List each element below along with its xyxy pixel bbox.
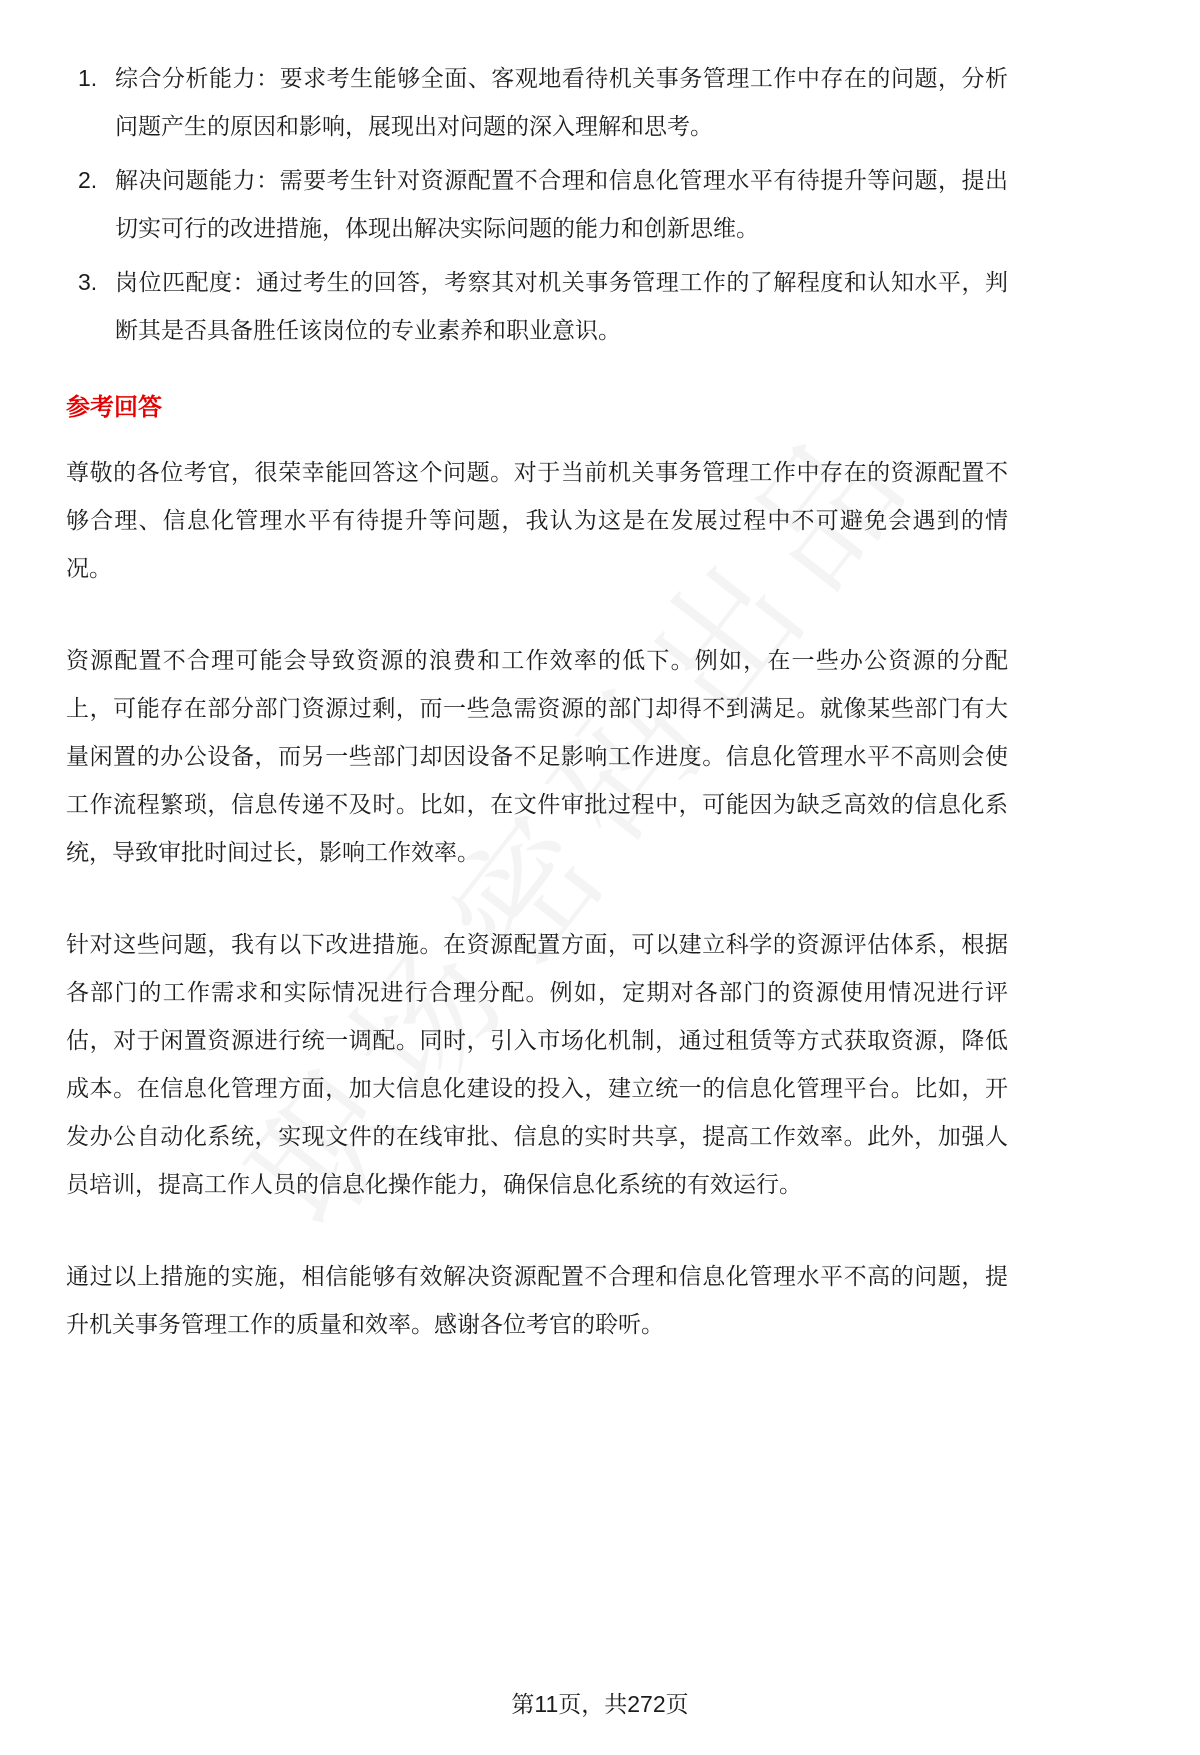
- list-item: [66, 258, 1008, 354]
- answer-paragraph: 资源配置不合理可能会导致资源的浪费和工作效率的低下。例如，在一些办公资源的分配上，可能存在部分部门资源过剩，而一些急需资源的部门却得不到满足。就像某些部门有大量闲置的办公设备，而另一些部门却因设备不足影响工作进度。信息化管理水平不高则会使工作流程繁琐，信息传递不及时。比如，在文件审批过程中，可能因为缺乏高效的信息化系统，导致审批时间过长，影响工作效率。: [66, 647, 1008, 865]
- list-item-text: 解决问题能力：需要考生针对资源配置不合理和信息化管理水平有待提升等问题，提出切实可行的改进措施，体现出解决实际问题的能力和创新思维。: [115, 167, 1008, 241]
- scoring-criteria-list: [66, 54, 1008, 354]
- list-item-number: 2.: [78, 167, 98, 193]
- list-item-text: 岗位匹配度：通过考生的回答，考察其对机关事务管理工作的了解程度和认知水平，判断其是否具备胜任该岗位的专业素养和职业意识。: [115, 269, 1008, 343]
- answer-paragraph: 尊敬的各位考官，很荣幸能回答这个问题。对于当前机关事务管理工作中存在的资源配置不够合理、信息化管理水平有待提升等问题，我认为这是在发展过程中不可避免会遇到的情况。: [66, 459, 1008, 581]
- list-item-number: 1.: [78, 65, 98, 91]
- answer-paragraph: 通过以上措施的实施，相信能够有效解决资源配置不合理和信息化管理水平不高的问题，提升机关事务管理工作的质量和效率。感谢各位考官的聆听。: [66, 1263, 1008, 1337]
- reference-answer-heading: 参考回答: [66, 394, 162, 421]
- list-item-number: 3.: [78, 269, 98, 295]
- list-item: [66, 54, 1008, 150]
- list-item: [66, 156, 1008, 252]
- list-item-text: 综合分析能力：要求考生能够全面、客观地看待机关事务管理工作中存在的问题，分析问题产生的原因和影响，展现出对问题的深入理解和思考。: [115, 65, 1008, 139]
- answer-paragraph: 针对这些问题，我有以下改进措施。在资源配置方面，可以建立科学的资源评估体系，根据各部门的工作需求和实际情况进行合理分配。例如，定期对各部门的资源使用情况进行评估，对于闲置资源进行统一调配。同时，引入市场化机制，通过租赁等方式获取资源，降低成本。在信息化管理方面，加大信息化建设的投入，建立统一的信息化管理平台。比如，开发办公自动化系统，实现文件的在线审批、信息的实时共享，提高工作效率。此外，加强人员培训，提高工作人员的信息化操作能力，确保信息化系统的有效运行。: [66, 931, 1008, 1197]
- page-number-footer: 第11页，共272页: [511, 1691, 689, 1717]
